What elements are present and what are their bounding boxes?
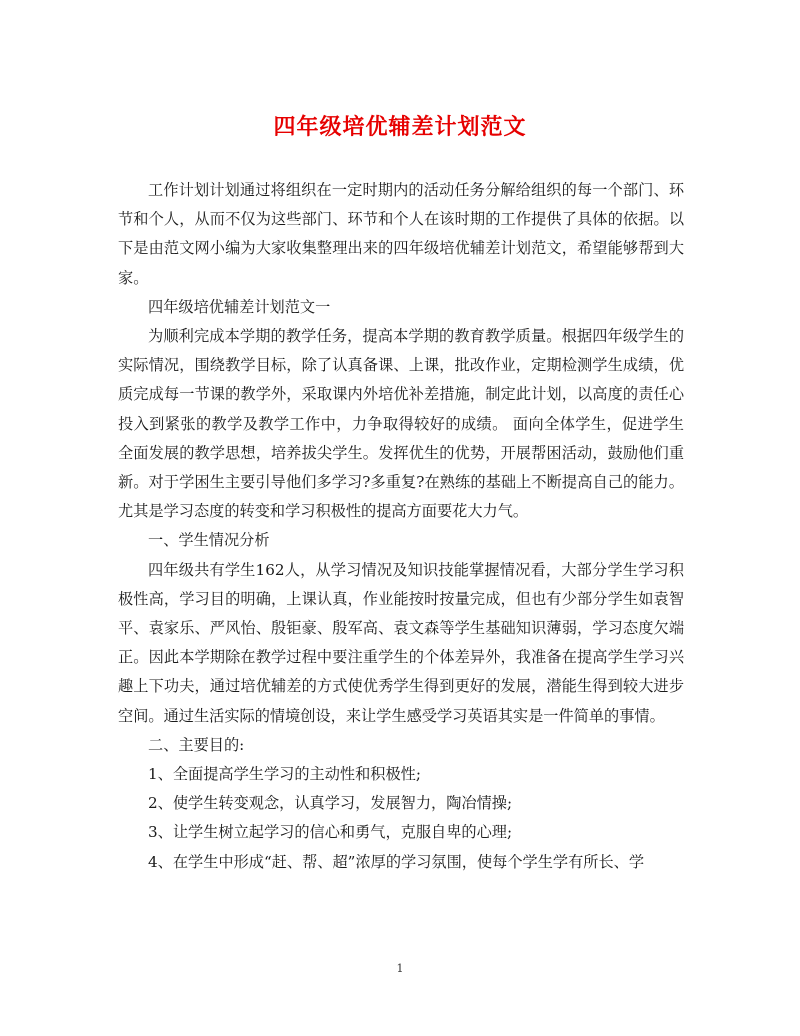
document-body	[118, 176, 684, 877]
purpose-paragraph: 为顺利完成本学期的教学任务，提高本学期的教育教学质量。根据四年级学生的实际情况，围绕教学目标，除了认真备课、上课，批改作业，定期检测学生成绩，优质完成每一节课的教学外，采取课内外培优补差措施，制定此计划，以高度的责任心投入到紧张的教学及教学工作中，力争取得较好的成绩。 面向全体学生，促进学生全面发展的教学思想，培养拔尖学生。发挥优生的优势，开展帮困活动，鼓励他们重新。对于学困生主要引导他们多学习?多重复?在熟练的基础上不断提高自己的能力。尤其是学习态度的转变和学习积极性的提高方面要花大力气。	[118, 327, 684, 521]
student-analysis-paragraph: 四年级共有学生162人，从学习情况及知识技能掌握情况看，大部分学生学习积极性高，学习目的明确，上课认真，作业能按时按量完成，但也有少部分学生如袁智平、袁家乐、严风怡、殷钜豪、殷军高、袁文森等学生基础知识薄弱，学习态度欠端正。因此本学期除在教学过程中要注重学生的个体差异外，我准备在提高学生学习兴趣上下功夫，通过培优辅差的方式使优秀学生得到更好的发展，潜能生得到较大进步空间。通过生活实际的情境创设，来让学生感受学习英语其实是一件简单的事情。	[118, 560, 684, 725]
goal-item-4: 4、在学生中形成“赶、帮、超”浓厚的学习氛围，使每个学生学有所长、学	[148, 852, 645, 871]
section-heading-sample-one: 四年级培优辅差计划范文一	[148, 297, 331, 316]
page-number: 1	[396, 962, 404, 975]
intro-paragraph: 工作计划计划通过将组织在一定时期内的活动任务分解给组织的每一个部门、环节和个人，从而不仅为这些部门、环节和个人在该时期的工作提供了具体的依据。以下是由范文网小编为大家收集整理出来的四年级培优辅差计划范文，希望能够帮到大家。	[118, 181, 684, 287]
section-heading-main-goals: 二、主要目的:	[148, 735, 245, 754]
goal-item-1: 1、全面提高学生学习的主动性和积极性;	[148, 765, 421, 784]
document-title: 四年级培优辅差计划范文	[273, 114, 527, 140]
goal-item-3: 3、让学生树立起学习的信心和勇气，克服自卑的心理;	[148, 823, 513, 842]
goal-item-2: 2、使学生转变观念，认真学习，发展智力，陶冶情操;	[148, 794, 513, 813]
section-heading-student-analysis: 一、学生情况分析	[148, 531, 270, 550]
